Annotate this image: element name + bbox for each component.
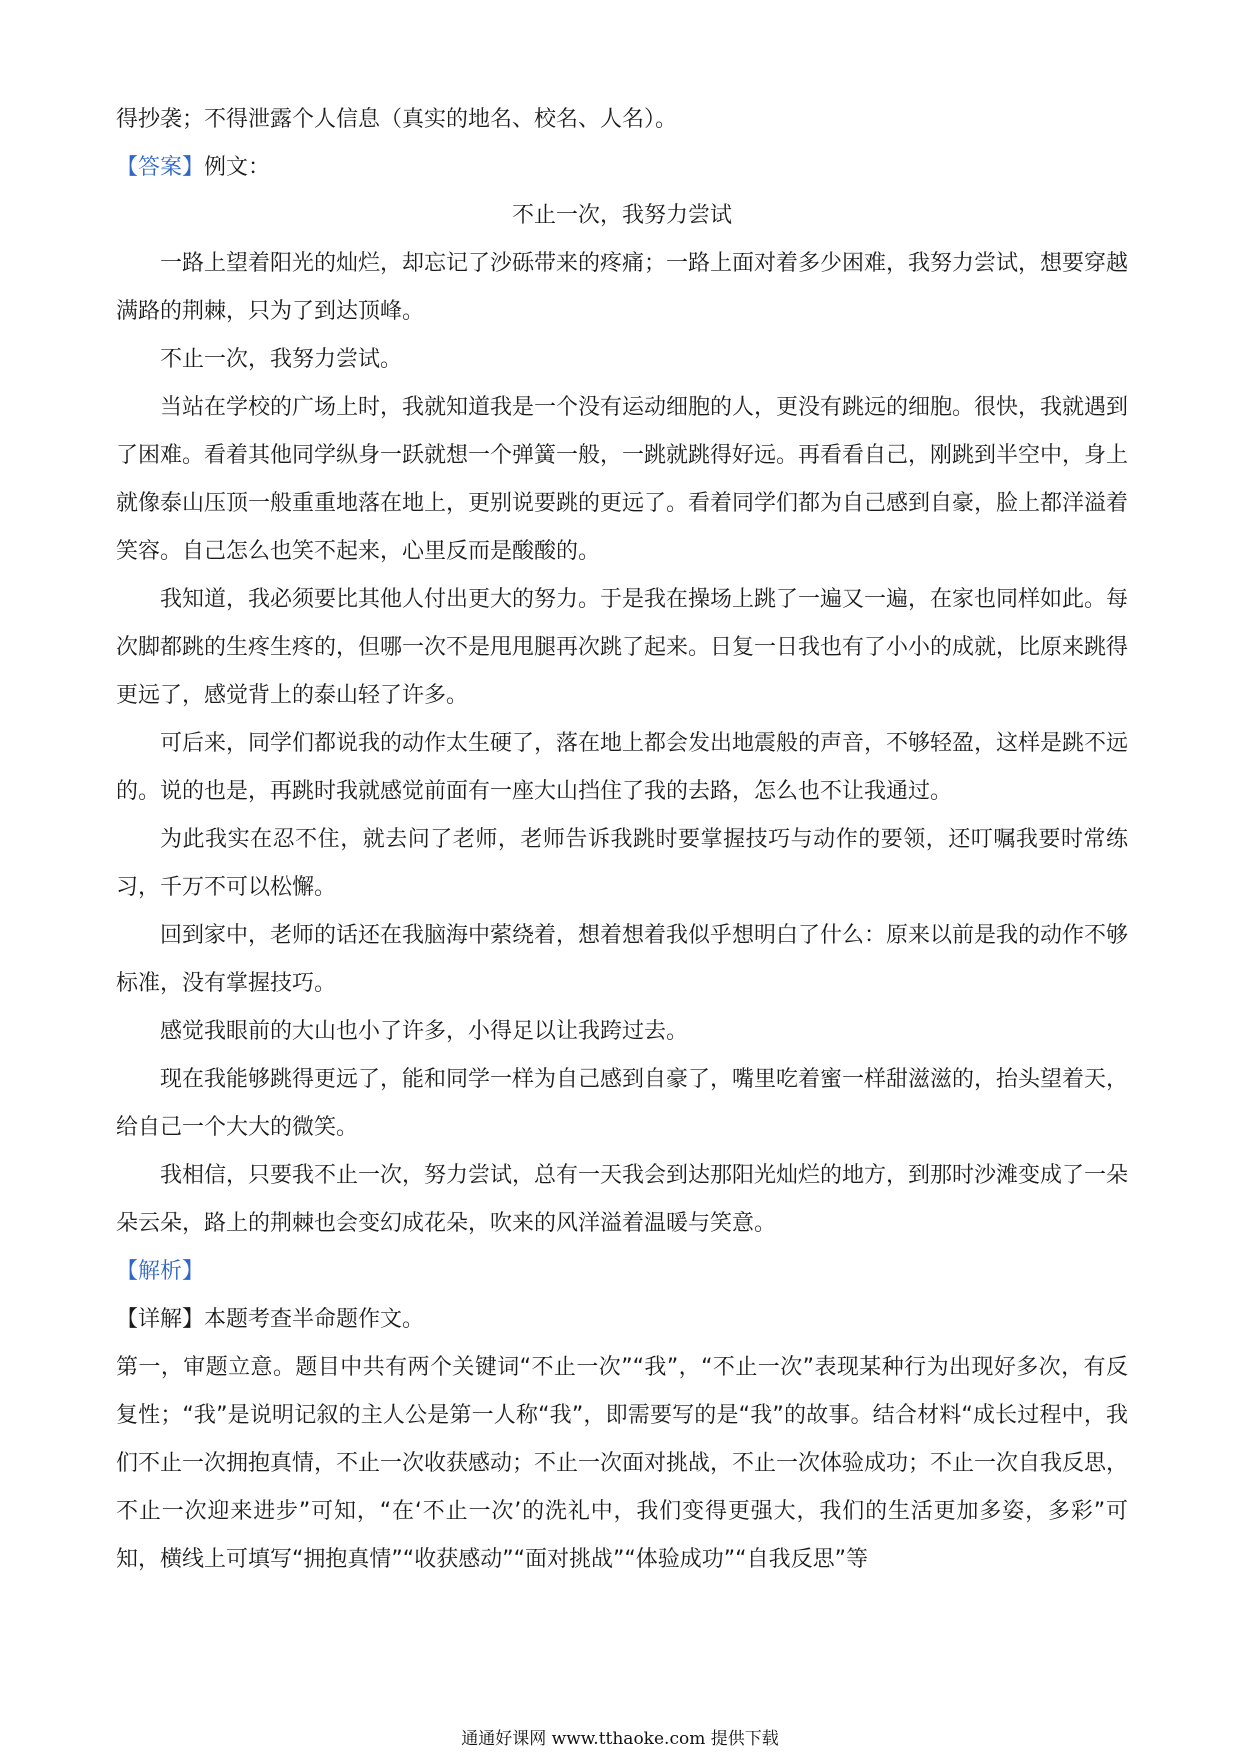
essay-paragraph: 现在我能够跳得更远了，能和同学一样为自己感到自豪了，嘴里吃着蜜一样甜滋滋的，抬头望着天，给自己一个大大的微笑。 [116,1067,1129,1140]
essay-paragraph: 一路上望着阳光的灿烂，却忘记了沙砾带来的疼痛；一路上面对着多少困难，我努力尝试，想要穿越满路的荆棘，只为了到达顶峰。 [116,251,1129,324]
detail-tag: 【详解】 [116,1307,205,1332]
essay-paragraph: 感觉我眼前的大山也小了许多，小得足以让我跨过去。 [160,1019,689,1044]
essay-body [116,240,1128,1248]
intro-line: 得抄袭；不得泄露个人信息（真实的地名、校名、人名）。 [116,107,678,132]
essay-paragraph: 我知道，我必须要比其他人付出更大的努力。于是我在操场上跳了一遍又一遍，在家也同样如此。每次脚都跳的生疼生疼的，但哪一次不是甩甩腿再次跳了起来。日复一日我也有了小小的成就，比原来跳得更远了，感觉背上的泰山轻了许多。 [116,587,1129,708]
detail-heading [116,1296,1128,1344]
essay-paragraph: 回到家中，老师的话还在我脑海中萦绕着，想着想着我似乎想明白了什么：原来以前是我的动作不够标准，没有掌握技巧。 [116,923,1129,996]
point-one-paragraph: 第一，审题立意。题目中共有两个关键词“不止一次”“我”，“不止一次”表现某种行为出现好多次，有反复性；“我”是说明记叙的主人公是第一人称“我”，即需要写的是“我”的故事。结合材料“成长过程中，我们不止一次拥抱真情，不止一次收获感动；不止一次面对挑战，不止一次体验成功；不止一次自我反思，不止一次迎来进步”可知，“在‘不止一次’的洗礼中，我们变得更强大，我们的生活更加多姿，多彩”可知，横线上可填写“拥抱真情”“收获感动”“面对挑战”“体验成功”“自我反思”等 [116,1355,1129,1572]
analysis-tag: 【解析】 [116,1259,205,1284]
answer-heading [116,144,1128,192]
essay-title: 不止一次，我努力尝试 [511,203,732,228]
answer-tag: 【答案】 [116,155,205,180]
page-footer: 通通好课网 www.tthaoke.com 提供下载 [461,1729,779,1749]
detail-text: 本题考查半命题作文。 [204,1307,425,1332]
essay-paragraph: 可后来，同学们都说我的动作太生硬了，落在地上都会发出地震般的声音，不够轻盈，这样是跳不远的。说的也是，再跳时我就感觉前面有一座大山挡住了我的去路，怎么也不让我通过。 [116,731,1129,804]
analysis-heading [116,1248,1128,1296]
essay-paragraph: 我相信，只要我不止一次，努力尝试，总有一天我会到达那阳光灿烂的地方，到那时沙滩变成了一朵朵云朵，路上的荆棘也会变幻成花朵，吹来的风洋溢着温暖与笑意。 [116,1163,1129,1236]
answer-label: 例文： [204,155,271,180]
essay-paragraph: 不止一次，我努力尝试。 [160,347,403,372]
document-body [116,96,1128,1584]
essay-paragraph: 当站在学校的广场上时，我就知道我是一个没有运动细胞的人，更没有跳远的细胞。很快，我就遇到了困难。看着其他同学纵身一跃就想一个弹簧一般，一跳就跳得好远。再看看自己，刚跳到半空中，身上就像泰山压顶一般重重地落在地上，更别说要跳的更远了。看着同学们都为自己感到自豪，脸上都洋溢着笑容。自己怎么也笑不起来，心里反而是酸酸的。 [116,395,1129,564]
essay-paragraph: 为此我实在忍不住，就去问了老师，老师告诉我跳时要掌握技巧与动作的要领，还叮嘱我要时常练习，千万不可以松懈。 [116,827,1128,900]
